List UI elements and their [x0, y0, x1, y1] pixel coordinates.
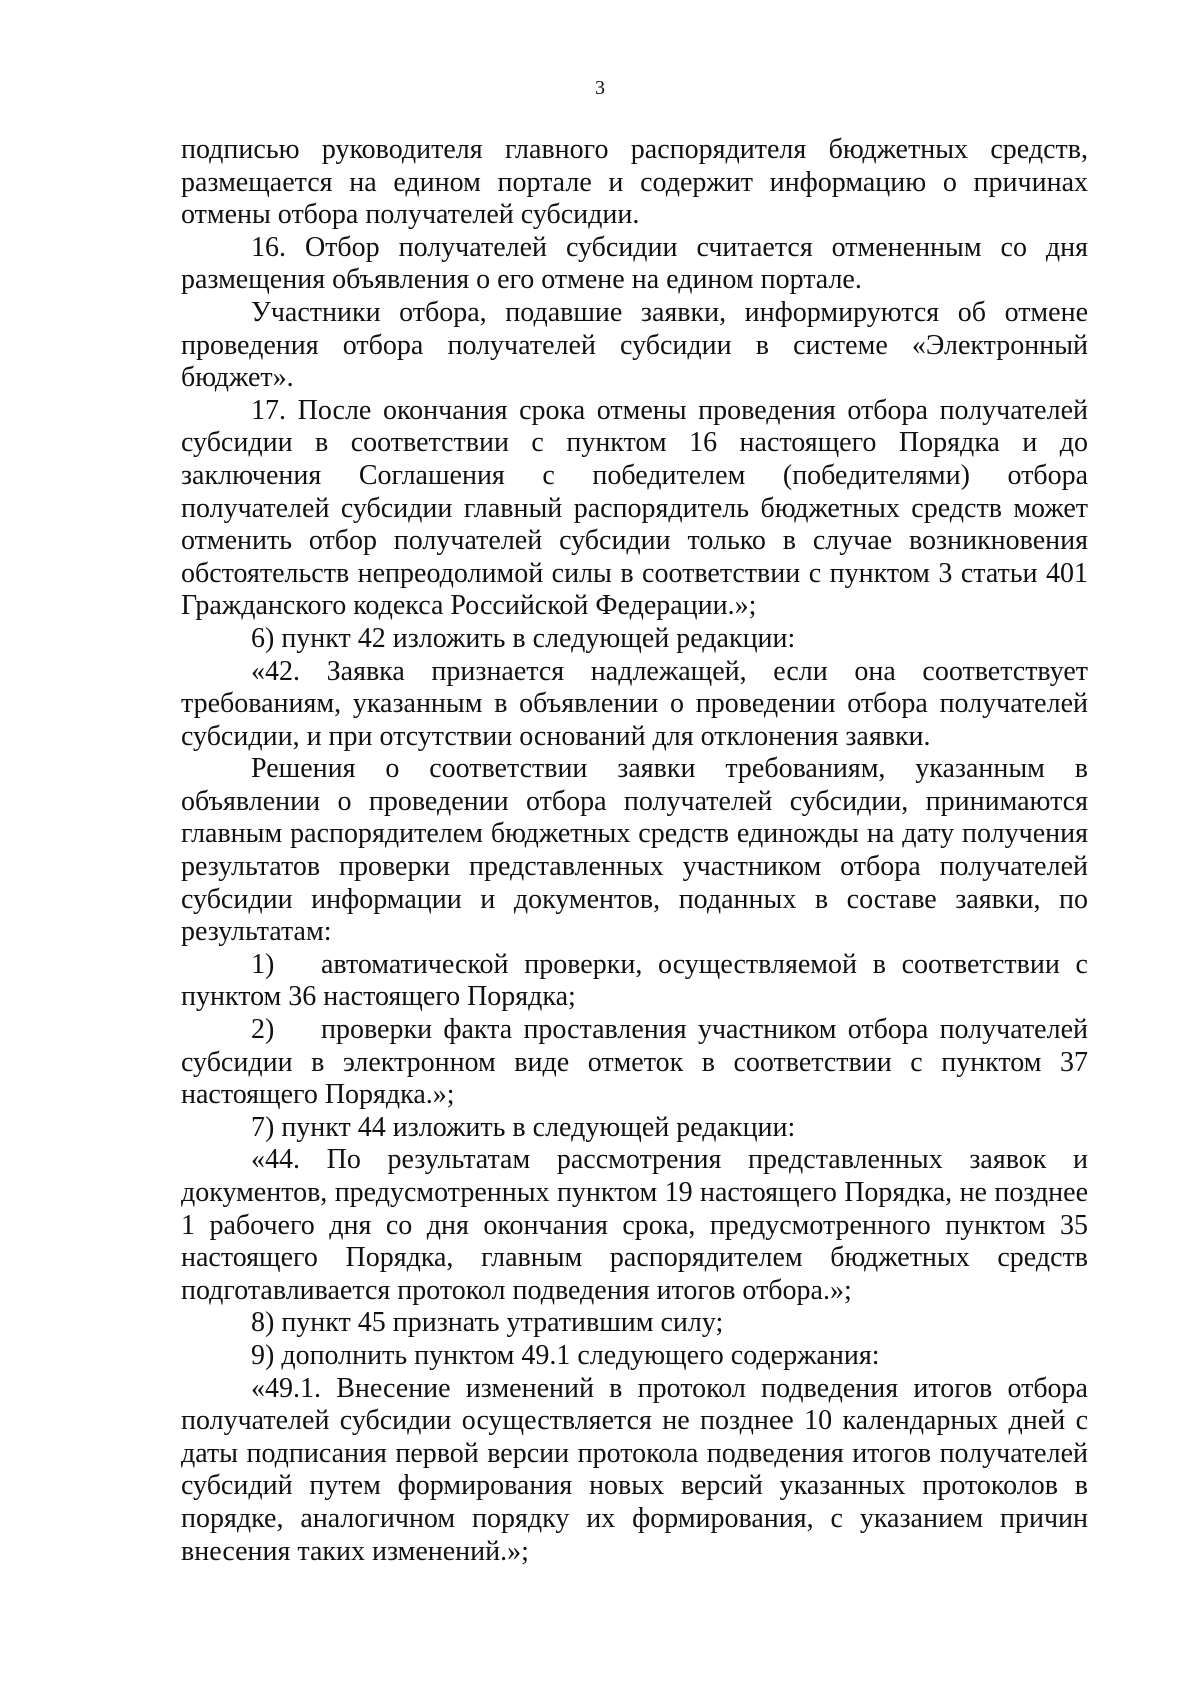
list-item-automatic-check: [181, 949, 1088, 1014]
paragraph-signature-continuation: подписью руководителя главного распорядителя бюджетных средств, размещается на едином портале и содержит информацию о причинах отмены отбора получателей субсидии.: [181, 134, 1088, 231]
paragraph-item-16: 16. Отбор получателей субсидии считается отмененным со дня размещения объявления о его отмене на едином портале.: [181, 231, 1088, 296]
paragraph-item-49-1: «49.1. Внесение изменений в протокол подведения итогов отбора получателей субсидии осуществляется не позднее 10 календарных дней с даты подписания первой версии протокола подведения итогов получателей субсидий путем формирования новых версий указанных протоколов в порядке, аналогичном порядку их формирования, с указанием причин внесения таких изменений.»;: [181, 1372, 1088, 1567]
list-item-text: проверки факта проставления участником отбора получателей: [321, 1014, 1088, 1046]
list-item-continuation: пунктом 36 настоящего Порядка;: [181, 981, 576, 1013]
paragraph-decisions: Решения о соответствии заявки требованиям, указанным в объявлении о проведении отбора получателей субсидии, принимаются главным распорядителем бюджетных средств единожды на дату получения результатов проверки представленных участником отбора получателей субсидии информации и документов, поданных в составе заявки, по результатам:: [181, 753, 1088, 948]
document-body: [181, 134, 1088, 1568]
paragraph-participants-notice: Участники отбора, подавшие заявки, информируются об отмене проведения отбора получателей субсидии в системе «Электронный бюджет».: [181, 296, 1088, 394]
paragraph-amendment-7: 7) пункт 44 изложить в следующей редакции:: [251, 1111, 796, 1143]
paragraph-amendment-6: 6) пункт 42 изложить в следующей редакции:: [251, 622, 796, 654]
paragraph-amendment-8: 8) пункт 45 признать утратившим силу;: [251, 1307, 724, 1339]
list-item-mark-check: [181, 1014, 1088, 1112]
paragraph-item-44: «44. По результатам рассмотрения представленных заявок и документов, предусмотренных пунктом 19 настоящего Порядка, не позднее 1 рабочего дня со дня окончания срока, предусмотренного пунктом 35 настоящего Порядка, главным распорядителем бюджетных средств подготавливается протокол подведения итогов отбора.»;: [181, 1144, 1088, 1306]
page-number: 3: [595, 77, 605, 99]
paragraph-item-17: 17. После окончания срока отмены проведения отбора получателей субсидии в соответствии с пунктом 16 настоящего Порядка и до заключения Соглашения с победителем (победителями) отбора получателей субсидии главный распорядитель бюджетных средств может отменить отбор получателей субсидии только в случае возникновения обстоятельств непреодолимой силы в соответствии с пунктом 3 статьи 401 Гражданского кодекса Российской Федерации.»;: [181, 394, 1088, 622]
list-item-number: 2): [251, 1014, 275, 1046]
list-item-first-line: [181, 949, 1088, 982]
list-item-continuation: субсидии в электронном виде отметок в соответствии с пунктом 37 настоящего Порядка.»;: [181, 1046, 1088, 1111]
list-item-number: 1): [251, 948, 275, 980]
paragraph-item-42: «42. Заявка признается надлежащей, если она соответствует требованиям, указанным в объявлении о проведении отбора получателей субсидии, и при отсутствии оснований для отклонения заявки.: [181, 655, 1088, 752]
list-item-first-line: [181, 1014, 1088, 1047]
paragraph-amendment-9: 9) дополнить пунктом 49.1 следующего содержания:: [251, 1339, 880, 1371]
list-item-text: автоматической проверки, осуществляемой в соответствии с: [321, 948, 1088, 980]
